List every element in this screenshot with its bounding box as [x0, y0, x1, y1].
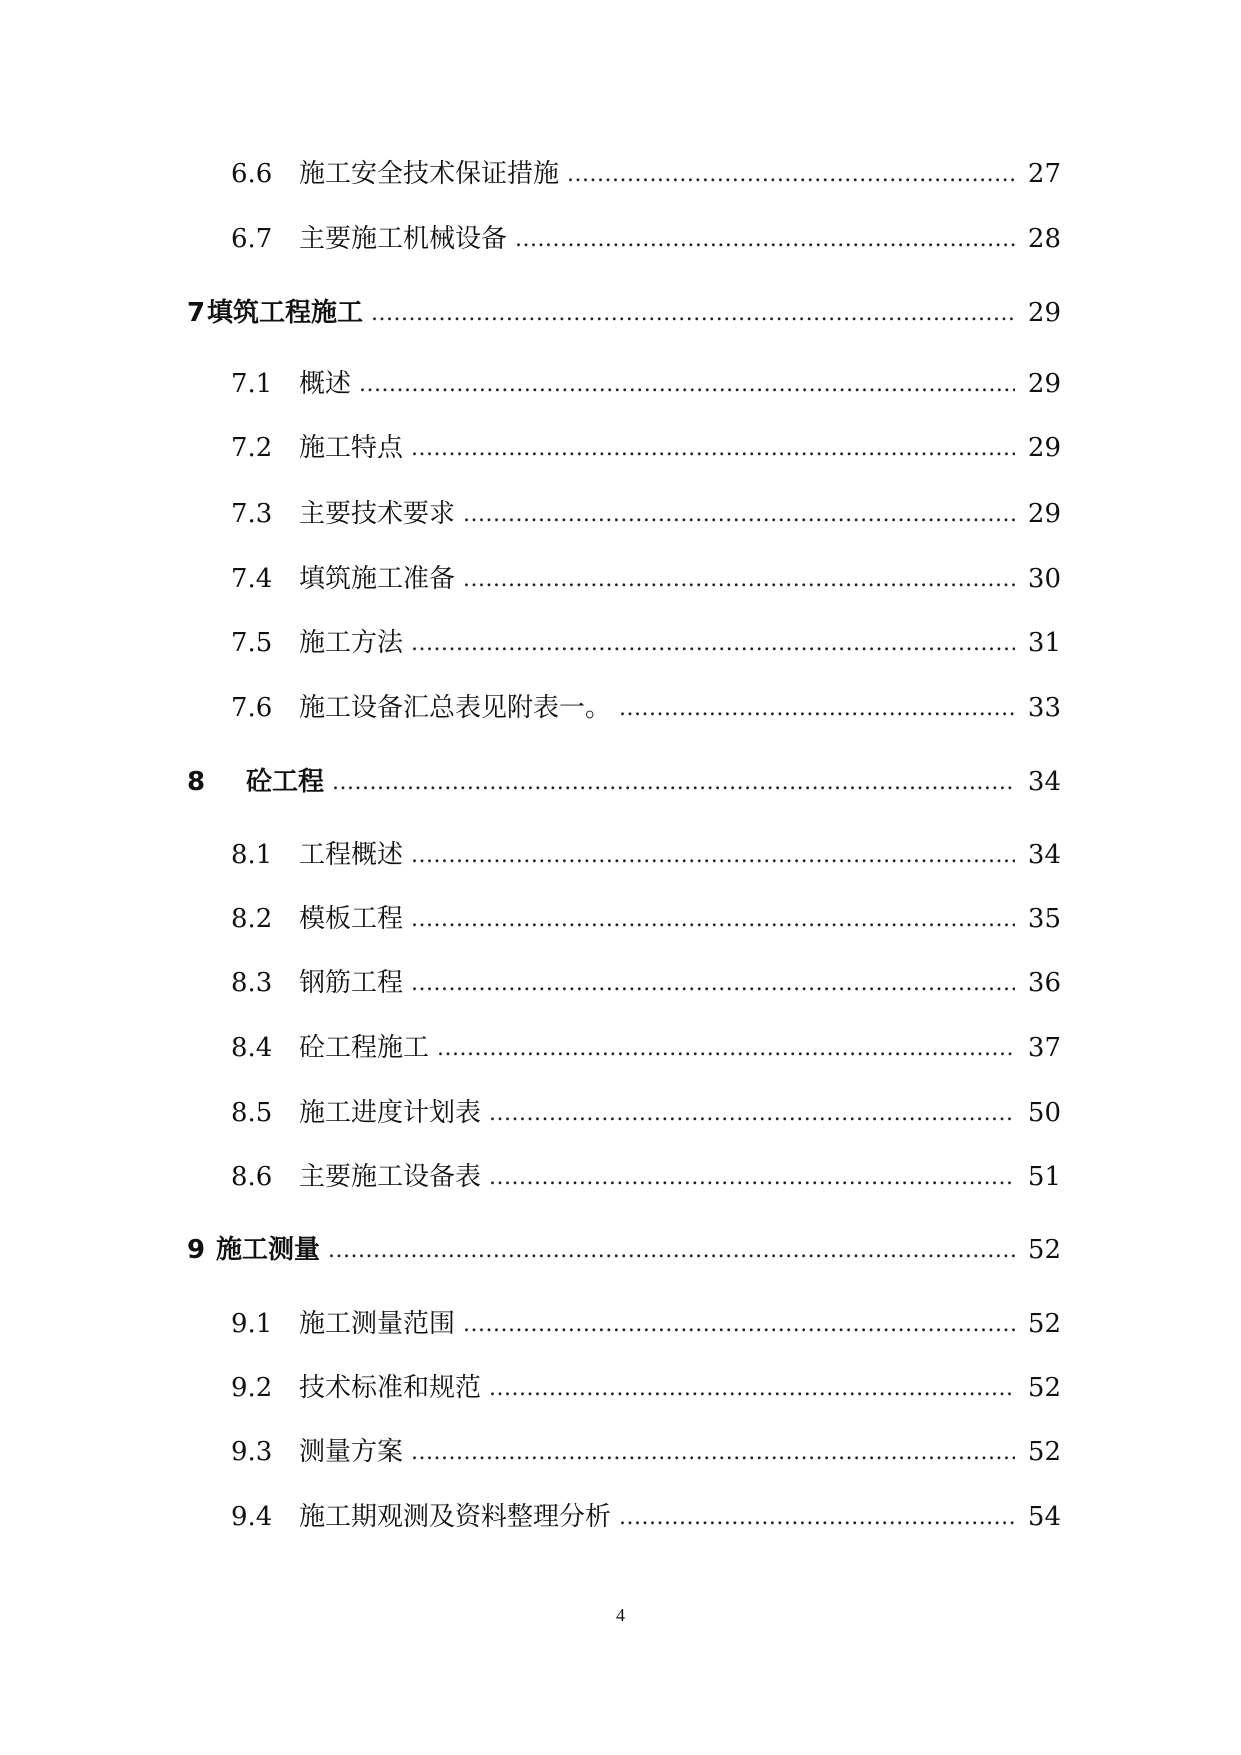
page-number: 4: [616, 1605, 625, 1625]
toc-entry[interactable]: [0, 1499, 1241, 1539]
toc-entry-page: 37: [1027, 1033, 1061, 1063]
toc-dot-leader: [567, 158, 1015, 190]
toc-entry-number: 9.2: [231, 1373, 273, 1403]
toc-dot-leader: [489, 1097, 1015, 1129]
toc-entry-number: 8: [187, 767, 206, 797]
toc-entry-page: 29: [1027, 298, 1061, 328]
toc-entry-number: 6.6: [231, 159, 273, 189]
toc-entry-number: 7.5: [231, 628, 273, 658]
toc-entry[interactable]: [0, 366, 1241, 406]
toc-entry[interactable]: [0, 1095, 1241, 1135]
toc-entry-title: 施工测量范围: [299, 1308, 463, 1340]
toc-entry-title: 砼工程施工: [299, 1032, 437, 1064]
toc-dot-leader: [463, 498, 1015, 530]
toc-entry-main: [299, 158, 1015, 190]
toc-entry-page: 34: [1027, 767, 1061, 797]
toc-entry-main: [299, 627, 1015, 659]
toc-entry-main: [299, 1097, 1015, 1129]
toc-entry-main: [207, 297, 1015, 329]
toc-dot-leader: [359, 368, 1015, 400]
toc-dot-leader: [463, 1308, 1015, 1340]
toc-entry-number: 7.6: [231, 693, 273, 723]
toc-entry[interactable]: [0, 1030, 1241, 1070]
toc-entry-page: 52: [1027, 1309, 1061, 1339]
toc-entry[interactable]: [0, 901, 1241, 941]
toc-entry-title: 填筑施工准备: [299, 563, 463, 595]
toc-entry-title: 施工安全技术保证措施: [299, 158, 567, 190]
toc-entry-main: [299, 1308, 1015, 1340]
toc-dot-leader: [515, 223, 1015, 255]
toc-dot-leader: [328, 1234, 1015, 1266]
toc-entry[interactable]: [0, 1159, 1241, 1199]
toc-dot-leader: [371, 297, 1015, 329]
toc-entry-main: [299, 223, 1015, 255]
toc-entry-main: [299, 563, 1015, 595]
toc-entry[interactable]: [0, 221, 1241, 261]
toc-entry[interactable]: [0, 496, 1241, 536]
toc-entry[interactable]: [0, 837, 1241, 877]
toc-entry-page: 29: [1027, 499, 1061, 529]
toc-entry[interactable]: [0, 625, 1241, 665]
toc-dot-leader: [437, 1032, 1015, 1064]
toc-entry-page: 29: [1027, 369, 1061, 399]
toc-dot-leader: [411, 967, 1015, 999]
toc-entry-page: 35: [1027, 904, 1061, 934]
toc-entry-number: 7.4: [231, 564, 273, 594]
toc-entry-title: 施工设备汇总表见附表一。: [299, 692, 619, 724]
toc-entry-number: 8.2: [231, 904, 273, 934]
toc-entry-number: 9: [187, 1235, 206, 1265]
toc-entry-page: 29: [1027, 433, 1061, 463]
toc-entry[interactable]: [0, 1370, 1241, 1410]
toc-entry-title: 主要技术要求: [299, 498, 463, 530]
toc-entry[interactable]: [0, 1232, 1241, 1272]
toc-entry-title: 钢筋工程: [299, 967, 411, 999]
toc-entry-page: 30: [1027, 564, 1061, 594]
toc-entry-number: 8.1: [231, 840, 273, 870]
toc-dot-leader: [489, 1372, 1015, 1404]
toc-entry-title: 主要施工设备表: [299, 1161, 489, 1193]
toc-entry-main: [299, 839, 1015, 871]
toc-entry[interactable]: [0, 430, 1241, 470]
toc-dot-leader: [332, 766, 1015, 798]
toc-entry-title: 砼工程: [246, 766, 332, 798]
toc-entry-title: 测量方案: [299, 1436, 411, 1468]
toc-entry[interactable]: [0, 965, 1241, 1005]
toc-entry-main: [299, 432, 1015, 464]
toc-entry-main: [299, 1032, 1015, 1064]
toc-entry-page: 28: [1027, 224, 1061, 254]
toc-entry-main: [299, 903, 1015, 935]
toc-dot-leader: [411, 839, 1015, 871]
toc-entry-title: 施工期观测及资料整理分析: [299, 1501, 619, 1533]
toc-dot-leader: [411, 432, 1015, 464]
toc-entry-number: 9.1: [231, 1309, 273, 1339]
toc-entry-title: 施工特点: [299, 432, 411, 464]
toc-dot-leader: [411, 1436, 1015, 1468]
toc-entry-page: 36: [1027, 968, 1061, 998]
toc-entry[interactable]: [0, 156, 1241, 196]
toc-entry-page: 27: [1027, 159, 1061, 189]
toc-entry-number: 8.5: [231, 1098, 273, 1128]
toc-entry-main: [216, 1234, 1015, 1266]
toc-entry-number: 8.6: [231, 1162, 273, 1192]
toc-entry-title: 模板工程: [299, 903, 411, 935]
toc-entry[interactable]: [0, 561, 1241, 601]
toc-entry[interactable]: [0, 1434, 1241, 1474]
toc-entry-title: 概述: [299, 368, 359, 400]
toc-entry[interactable]: [0, 764, 1241, 804]
toc-entry-title: 施工方法: [299, 627, 411, 659]
toc-entry-title: 主要施工机械设备: [299, 223, 515, 255]
toc-entry-page: 54: [1027, 1502, 1061, 1532]
toc-entry-number: 9.3: [231, 1437, 273, 1467]
toc-dot-leader: [411, 627, 1015, 659]
toc-entry-page: 50: [1027, 1098, 1061, 1128]
toc-entry-main: [299, 967, 1015, 999]
toc-entry[interactable]: [0, 295, 1241, 335]
toc-dot-leader: [619, 692, 1015, 724]
toc-dot-leader: [619, 1501, 1015, 1533]
toc-entry-main: [299, 368, 1015, 400]
toc-entry-number: 7.1: [231, 369, 273, 399]
toc-entry-page: 52: [1027, 1373, 1061, 1403]
toc-entry-number: 7: [187, 298, 206, 328]
toc-entry-title: 填筑工程施工: [207, 297, 371, 329]
toc-entry-main: [299, 692, 1015, 724]
toc-entry-main: [299, 1501, 1015, 1533]
toc-entry-page: 52: [1027, 1437, 1061, 1467]
toc-entry-number: 6.7: [231, 224, 273, 254]
toc-entry-number: 8.4: [231, 1033, 273, 1063]
toc-entry-title: 工程概述: [299, 839, 411, 871]
toc-entry-number: 7.2: [231, 433, 273, 463]
toc-dot-leader: [463, 563, 1015, 595]
toc-dot-leader: [489, 1161, 1015, 1193]
toc-entry-number: 8.3: [231, 968, 273, 998]
toc-entry-main: [299, 1372, 1015, 1404]
toc-entry-number: 9.4: [231, 1502, 273, 1532]
toc-entry-main: [299, 1161, 1015, 1193]
toc-entry-page: 31: [1027, 628, 1061, 658]
toc-entry-page: 52: [1027, 1235, 1061, 1265]
toc-entry-main: [246, 766, 1015, 798]
toc-entry-main: [299, 498, 1015, 530]
toc-entry-page: 34: [1027, 840, 1061, 870]
toc-entry-main: [299, 1436, 1015, 1468]
toc-entry-number: 7.3: [231, 499, 273, 529]
toc-dot-leader: [411, 903, 1015, 935]
toc-entry[interactable]: [0, 690, 1241, 730]
toc-entry-title: 施工测量: [216, 1234, 328, 1266]
toc-entry-page: 51: [1027, 1162, 1061, 1192]
toc-entry-page: 33: [1027, 693, 1061, 723]
toc-entry-title: 技术标准和规范: [299, 1372, 489, 1404]
toc-entry[interactable]: [0, 1306, 1241, 1346]
toc-entry-title: 施工进度计划表: [299, 1097, 489, 1129]
